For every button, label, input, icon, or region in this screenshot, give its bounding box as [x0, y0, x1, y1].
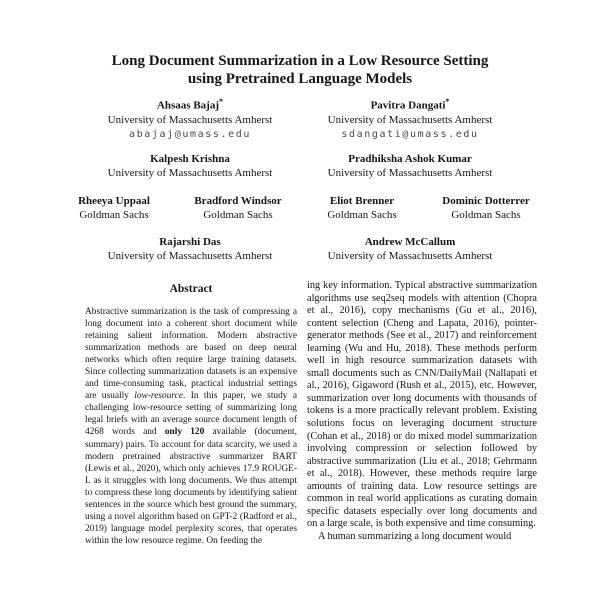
- author-affiliation: Goldman Sachs: [79, 209, 149, 221]
- page-title-line1: Long Document Summarization in a Low Resource Setting: [111, 53, 489, 69]
- right-column: [307, 280, 537, 543]
- author-name: Bradford Windsor: [194, 195, 282, 207]
- author-footnote-marker: *: [219, 97, 224, 106]
- author-email: sdangati@umass.edu: [341, 128, 479, 140]
- author-name: Rajarshi Das: [159, 236, 221, 248]
- author-block: [80, 95, 300, 142]
- author-name: Kalpesh Krishna: [150, 153, 230, 165]
- author-name: Dominic Dotterrer: [442, 195, 530, 207]
- author-affiliation: Goldman Sachs: [451, 209, 521, 221]
- author-email: abajaj@umass.edu: [129, 128, 251, 140]
- author-name-text: Pavitra Dangati: [370, 99, 446, 112]
- author-block: [80, 235, 300, 263]
- left-column: [85, 283, 297, 547]
- author-affiliation: University of Massachusetts Amherst: [327, 113, 493, 126]
- author-name: [80, 95, 300, 113]
- abstract-text: Abstractive summarization is the task of compressing a long document into a coherent short document while retaining salient information. Modern abstractive summarization methods are based on deep neural networks which often require large training datasets. Since collecting summarization datasets is an expensive and time-consuming task, practical industrial settings are usually low-resource. In this paper, we study a challenging low-resource setting of summarizing long legal briefs with an average source document length of 4268 words and only 120 available (document, summary) pairs. To account for data scarcity, we used a modern pretrained abstractive summarizer BART (Lewis et al., 2020), which only achieves 17.9 ROUGE-L as it struggles with long documents. We thus attempt to compress these long documents by identifying salient sentences in the source which best ground the summary, using a novel algorithm based on GPT-2 (Radford et al., 2019) language model perplexity scores, that operates within the low resource regime. On feeding the: [85, 307, 297, 546]
- body-paragraph-1: ing key information. Typical abstractive summarization algorithms use seq2seq models with attention (Chopra et al., 2016), copy mechanisms (Gu et al., 2016), content selection (Cheng and Lapata, 2016), pointer-generator methods (See et al., 2017) and reinforcement learning (Wu and Hu, 2018). These methods perform well in high resource summarization datasets with small documents such as CNN/DailyMail (Nallapati et al., 2016), Gigaword (Rush et al., 2015), etc. However, summarization over long documents with thousands of tokens is a more practically relevant problem. Existing solutions focus on leveraging document structure (Cohan et al., 2018) or do mixed model summarization involving compression or selection followed by abstractive summarization (Liu et al., 2018; Gehrmann et al., 2018). However, these methods require large amounts of training data. Low resource settings are common in real world applications as curating domain specific datasets especially over long documents and on a large scale, is both expensive and time consuming.: [307, 280, 537, 530]
- author-block: [300, 152, 520, 180]
- author-name: [300, 95, 520, 113]
- body-paragraph-2: A human summarizing a long document would: [318, 530, 512, 542]
- author-row-2: [80, 152, 520, 180]
- author-block: [424, 194, 548, 222]
- author-block: [300, 194, 424, 222]
- author-affiliation: University of Massachusetts Amherst: [107, 250, 273, 262]
- author-block: [300, 95, 520, 142]
- author-row-3: [52, 194, 548, 222]
- author-name: Andrew McCallum: [364, 236, 456, 248]
- author-footnote-marker: *: [445, 97, 450, 106]
- author-affiliation: University of Massachusetts Amherst: [107, 167, 273, 179]
- author-block: [80, 152, 300, 180]
- author-name: Pradhiksha Ashok Kumar: [348, 153, 472, 165]
- author-row-4: [80, 235, 520, 263]
- author-affiliation: University of Massachusetts Amherst: [327, 250, 493, 262]
- author-block: [52, 194, 176, 222]
- author-block: [300, 235, 520, 263]
- author-affiliation: Goldman Sachs: [327, 209, 397, 221]
- author-block: [176, 194, 300, 222]
- abstract-heading: Abstract: [169, 283, 213, 295]
- author-row-1: [80, 95, 520, 142]
- author-name: Eliot Brenner: [329, 195, 395, 207]
- author-affiliation: University of Massachusetts Amherst: [107, 113, 273, 126]
- page-title: [0, 52, 600, 88]
- author-name: Rheeya Uppaal: [78, 195, 150, 207]
- author-affiliation: Goldman Sachs: [203, 209, 273, 221]
- author-affiliation: University of Massachusetts Amherst: [327, 167, 493, 179]
- author-name-text: Ahsaas Bajaj: [156, 99, 220, 112]
- page-title-line2: using Pretrained Language Models: [187, 71, 413, 87]
